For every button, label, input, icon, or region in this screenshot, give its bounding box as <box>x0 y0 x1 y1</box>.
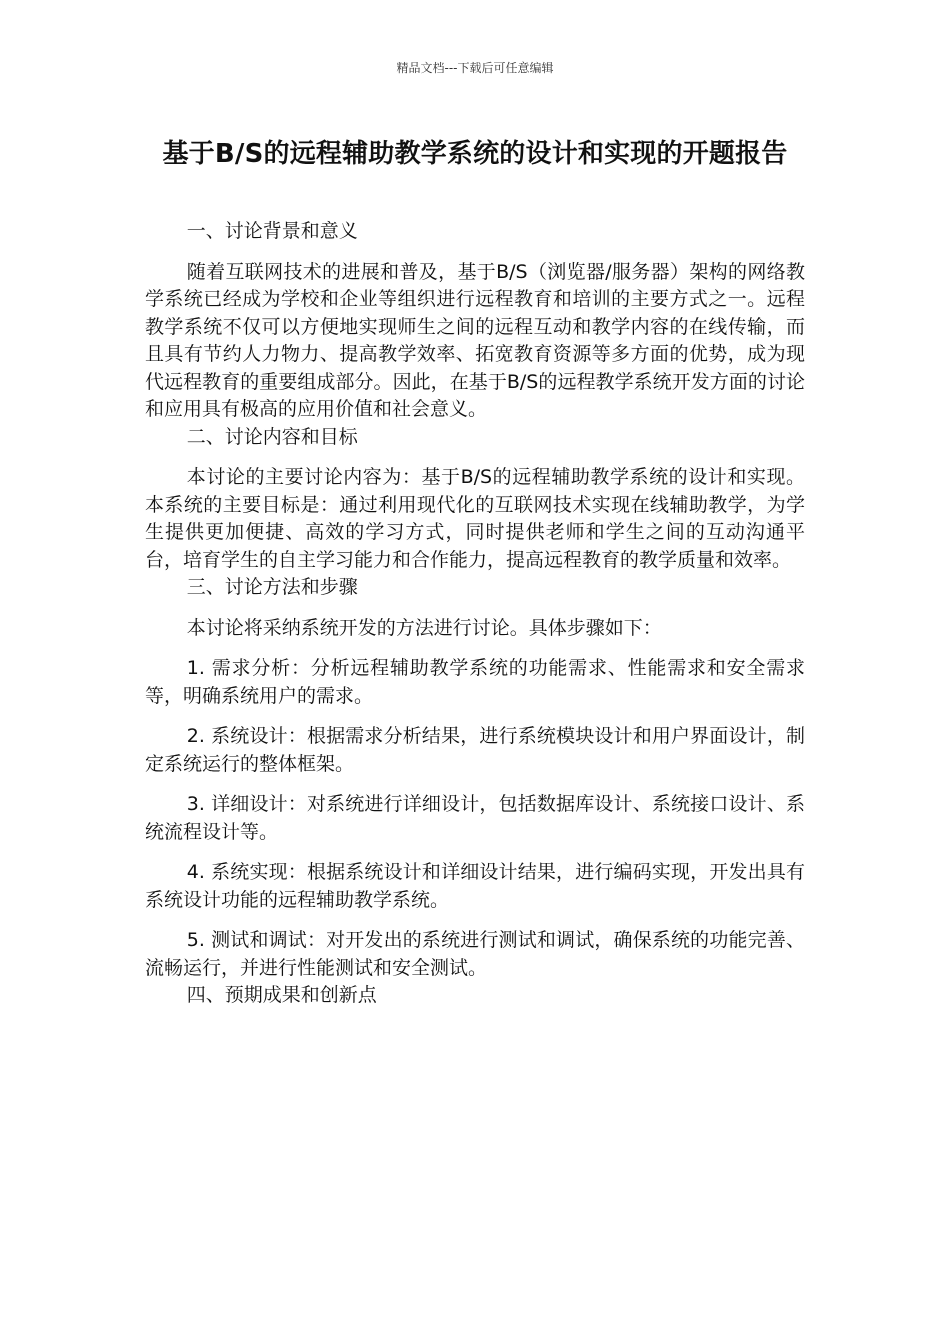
step-item-4: 4. 系统实现：根据系统设计和详细设计结果，进行编码实现，开发出具有系统设计功能的远程辅助教学系统。 <box>145 861 805 911</box>
step-item-2: 2. 系统设计：根据需求分析结果，进行系统模块设计和用户界面设计，制定系统运行的整体框架。 <box>145 725 805 775</box>
section-heading-content-goals: 二、讨论内容和目标 <box>186 425 358 448</box>
paragraph-content-goals: 本讨论的主要讨论内容为：基于B/S的远程辅助教学系统的设计和实现。本系统的主要目标是：通过利用现代化的互联网技术实现在线辅助教学，为学生提供更加便捷、高效的学习方式，同时提供老师和学生之间的互动沟通平台，培育学生的自主学习能力和合作能力，提高远程教育的教学质量和效率。 <box>145 466 805 571</box>
page-header: 精品文档---下载后可任意编辑 <box>396 61 554 75</box>
document-body <box>145 218 805 1010</box>
document-title: 基于B/S的远程辅助教学系统的设计和实现的开题报告 <box>162 139 788 169</box>
section-heading-outcomes: 四、预期成果和创新点 <box>186 984 377 1006</box>
section-heading-background: 一、讨论背景和意义 <box>186 220 358 242</box>
step-item-5: 5. 测试和调试：对开发出的系统进行测试和调试，确保系统的功能完善、流畅运行，并进行性能测试和安全测试。 <box>145 929 805 979</box>
step-item-3: 3. 详细设计：对系统进行详细设计，包括数据库设计、系统接口设计、系统流程设计等。 <box>145 793 805 843</box>
section-heading-methods: 三、讨论方法和步骤 <box>186 576 358 598</box>
step-item-1: 1. 需求分析：分析远程辅助教学系统的功能需求、性能需求和安全需求等，明确系统用户的需求。 <box>145 657 805 707</box>
paragraph-background: 随着互联网技术的进展和普及，基于B/S（浏览器/服务器）架构的网络教学系统已经成为学校和企业等组织进行远程教育和培训的主要方式之一。远程教学系统不仅可以方便地实现师生之间的远程互动和教学内容的在线传输，而且具有节约人力物力、提高教学效率、拓宽教育资源等多方面的优势，成为现代远程教育的重要组成部分。因此，在基于B/S的远程教学系统开发方面的讨论和应用具有极高的应用价值和社会意义。 <box>145 260 805 420</box>
paragraph-methods-intro: 本讨论将采纳系统开发的方法进行讨论。具体步骤如下： <box>186 616 662 639</box>
